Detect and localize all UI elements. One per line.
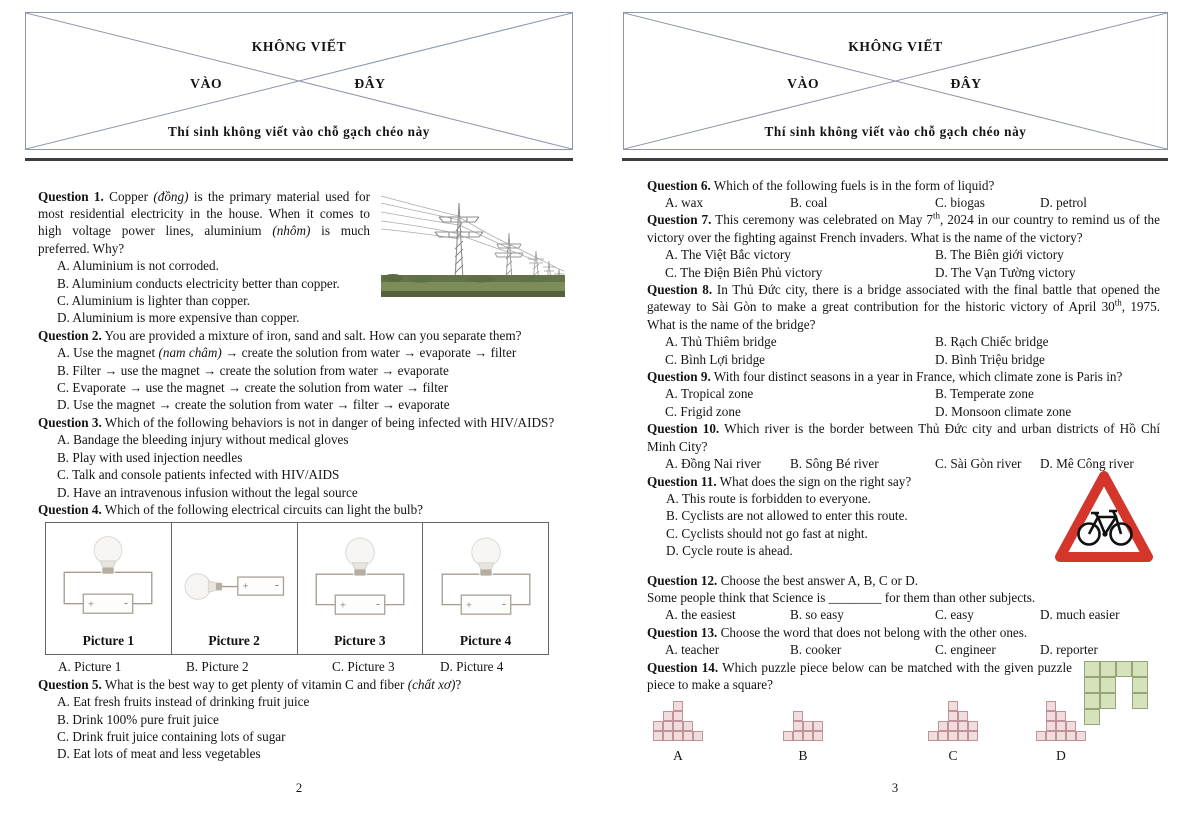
picture-3-label: Picture 3: [334, 632, 386, 648]
svg-text:+: +: [88, 599, 95, 610]
page-3: [622, 0, 1168, 830]
q2-option-d: D. Use the magnet → create the solution from water → filter → evaporate: [57, 397, 450, 413]
svg-text:-: -: [501, 598, 506, 610]
q9-option-d: D. Monsoon climate zone: [935, 403, 1072, 419]
puzzle-piece-b-image: [783, 711, 823, 741]
no-write-text-left: VÀO: [780, 76, 826, 92]
q11-option-c: C. Cyclists should not go fast at night.: [666, 525, 868, 541]
question-11: [647, 473, 1160, 572]
header-rule: [25, 158, 573, 161]
q11-option-d: D. Cycle route is ahead.: [666, 543, 793, 559]
puzzle-piece-d-label: D: [1056, 748, 1066, 764]
picture-1-label: Picture 1: [82, 632, 135, 648]
question-5-options: [38, 693, 573, 763]
q3-option-c: C. Talk and console patients infected with HIV/AIDS: [57, 467, 340, 483]
q8-option-a: A. Thủ Thiêm bridge: [665, 334, 777, 350]
q3-option-a: A. Bandage the bleeding injury without medical gloves: [57, 432, 349, 448]
question-3: [38, 414, 573, 501]
q5-option-a: A. Eat fresh fruits instead of drinking fruit juice: [57, 694, 310, 710]
question-11-text: Question 11. What does the sign on the right say?: [647, 473, 912, 489]
q6-option-d: D. petrol: [1040, 195, 1087, 210]
q11-option-a: A. This route is forbidden to everyone.: [666, 490, 871, 506]
q1-option-c: C. Aluminium is lighter than copper.: [57, 293, 251, 309]
question-6-text: Question 6. Which of the following fuels is in the form of liquid?: [647, 177, 995, 193]
svg-text:+: +: [242, 580, 249, 592]
svg-text:+: +: [465, 599, 472, 611]
q10-option-d: D. Mê Công river: [1040, 456, 1134, 472]
page-number-left: 2: [295, 781, 303, 795]
question-12-options: [647, 606, 1160, 623]
q11-option-b: B. Cyclists are not allowed to enter this route.: [666, 508, 908, 524]
puzzle-piece-a-label: A: [673, 748, 683, 764]
q5-option-c: C. Drink fruit juice containing lots of sugar: [57, 728, 286, 744]
q12-option-c: C. easy: [935, 607, 974, 623]
q9-option-c: C. Frigid zone: [665, 403, 741, 419]
q5-option-d: D. Eat lots of meat and less vegetables: [57, 746, 261, 762]
question-7: [647, 211, 1160, 281]
puzzle-piece-a-image: [653, 701, 703, 741]
circuit-picture-1: [46, 523, 172, 655]
q1-option-b: B. Aluminium conducts electricity better than copper.: [57, 275, 340, 291]
question-4: [38, 501, 573, 676]
puzzle-piece-c-image: [928, 701, 978, 741]
q4-option-a: A. Picture 1: [58, 659, 122, 675]
question-14: [647, 659, 1160, 765]
puzzle-piece-c: [928, 701, 978, 764]
question-3-text: Question 3. Which of the following behaviors is not in danger of being infected with HIV/AIDS?: [38, 414, 555, 430]
question-2-options: [38, 344, 573, 414]
no-write-box: [25, 12, 573, 150]
q12-option-b: B. so easy: [790, 607, 844, 623]
question-12-text: Question 12. Choose the best answer A, B, C or D.: [647, 572, 919, 588]
question-12: [647, 572, 1160, 624]
no-write-text-top: KHÔNG VIẾT: [245, 39, 354, 55]
no-write-text-bottom: Thí sinh không viết vào chỗ gạch chéo này: [757, 124, 1033, 140]
q2-option-c: C. Evaporate → use the magnet → create the solution from water → filter: [57, 380, 449, 396]
q10-option-b: B. Sông Bé river: [790, 456, 879, 472]
q2-option-b: B. Filter → use the magnet → create the solution from water → evaporate: [57, 362, 449, 378]
question-14-text: Question 14. Which puzzle piece below can be matched with the given puzzle piece to make a square?: [647, 659, 1072, 692]
q7-option-a: A. The Việt Bắc victory: [665, 247, 791, 263]
picture-4-label: Picture 4: [459, 632, 512, 648]
q13-option-a: A. teacher: [665, 642, 720, 658]
q7-option-b: B. The Biên giới victory: [935, 247, 1064, 263]
q13-option-c: C. engineer: [935, 642, 996, 658]
question-8-text: Question 8. In Thủ Đức city, there is a bridge associated with the final battle that opened the gateway to Sài Gòn to make a great contribution for the historic victory of April 30th, 1975. What is the name of the bridge?: [647, 282, 1161, 332]
question-10: [647, 420, 1160, 472]
page-2: [25, 0, 573, 830]
q3-option-b: B. Play with used injection needles: [57, 449, 243, 465]
question-2: [38, 327, 573, 414]
q6-option-b: B. coal: [790, 195, 828, 210]
q13-option-d: D. reporter: [1040, 642, 1098, 658]
puzzle-piece-d: [1036, 701, 1086, 764]
circuit-picture-3: [297, 523, 423, 655]
no-write-text-top: KHÔNG VIẾT: [841, 39, 950, 55]
q10-option-a: A. Đồng Nai river: [665, 456, 761, 472]
puzzle-piece-a: [653, 701, 703, 764]
q4-picture-table: [45, 522, 549, 655]
q10-option-c: C. Sài Gòn river: [935, 456, 1022, 472]
q1-option-a: A. Aluminium is not corroded.: [57, 258, 219, 274]
question-13-options: [647, 641, 1160, 658]
svg-text:+: +: [339, 599, 346, 611]
question-14-pieces: [647, 701, 1072, 764]
no-write-text-right: ĐÂY: [347, 76, 392, 92]
q7-option-c: C. The Điện Biên Phủ victory: [665, 264, 823, 280]
q9-option-b: B. Temperate zone: [935, 386, 1034, 402]
question-10-options: [647, 455, 1160, 472]
question-8: [647, 281, 1160, 368]
q7-option-d: D. The Vạn Tường victory: [935, 264, 1076, 280]
question-6-options: [647, 194, 1160, 211]
q2-option-a: A. Use the magnet (nam châm) → create the solution from water → evaporate → filter: [57, 345, 517, 361]
q4-option-d: D. Picture 4: [440, 659, 504, 675]
question-3-options: [38, 431, 573, 501]
question-1-text: Question 1. Copper (đồng) is the primary material used for most residential electricity in the house. When it comes to high voltage power lines, aluminium (nhôm) is much preferred. Why?: [38, 188, 371, 256]
question-9-options: [647, 385, 1160, 420]
question-6: [647, 177, 1160, 212]
no-write-text-bottom: Thí sinh không viết vào chỗ gạch chéo này: [161, 124, 437, 140]
q6-option-c: C. biogas: [935, 195, 985, 210]
question-13-text: Question 13. Choose the word that does not belong with the other ones.: [647, 624, 1028, 640]
svg-text:-: -: [376, 598, 380, 610]
q4-option-b: B. Picture 2: [186, 659, 249, 675]
puzzle-piece-b-label: B: [798, 748, 808, 764]
question-2-text: Question 2. You are provided a mixture of iron, sand and salt. How can you separate them?: [38, 327, 522, 343]
question-9-text: Question 9. With four distinct seasons in a year in France, which climate zone is Paris in?: [647, 369, 1123, 385]
puzzle-piece-b: [783, 711, 823, 764]
q13-option-b: B. cooker: [790, 642, 842, 658]
q6-option-a: A. wax: [665, 195, 704, 210]
q5-option-b: B. Drink 100% pure fruit juice: [57, 711, 219, 727]
power-lines-image: [381, 191, 565, 297]
svg-text:-: -: [124, 597, 129, 610]
question-1: [38, 188, 573, 327]
question-4-text: Question 4. Which of the following electrical circuits can light the bulb?: [38, 501, 424, 517]
question-4-options: [38, 658, 573, 675]
bicycle-warning-sign: [1052, 468, 1158, 568]
question-7-options: [647, 246, 1160, 281]
q12-option-a: A. the easiest: [665, 607, 736, 623]
no-write-text-left: VÀO: [183, 76, 229, 92]
header-rule: [622, 158, 1168, 161]
q9-option-a: A. Tropical zone: [665, 386, 754, 402]
given-puzzle-piece-image: [1084, 661, 1148, 725]
question-7-text: Question 7. This ceremony was celebrated on May 7th, 2024 in our country to remind us of the victory over the fighting against French invaders. What is the name of the victory?: [647, 211, 1160, 245]
question-13: [647, 624, 1160, 659]
question-5: [38, 676, 573, 763]
no-write-text-right: ĐÂY: [943, 76, 988, 92]
page-number-right: 3: [891, 781, 899, 795]
q4-option-c: C. Picture 3: [332, 659, 395, 675]
question-5-text: Question 5. What is the best way to get plenty of vitamin C and fiber (chất xơ)?: [38, 676, 462, 692]
q8-option-c: C. Bình Lợi bridge: [665, 351, 766, 367]
question-9: [647, 368, 1160, 420]
circuit-picture-2: [171, 523, 297, 655]
puzzle-piece-c-label: C: [948, 748, 958, 764]
question-12-sentence: Some people think that Science is ________ for them than other subjects.: [647, 589, 1036, 605]
q8-option-b: B. Rạch Chiếc bridge: [935, 334, 1049, 350]
no-write-box: [623, 12, 1168, 150]
svg-text:-: -: [275, 578, 279, 591]
puzzle-piece-d-image: [1036, 701, 1086, 741]
circuit-picture-4: [423, 523, 549, 655]
question-8-options: [647, 333, 1160, 368]
q12-option-d: D. much easier: [1040, 607, 1120, 623]
q8-option-d: D. Bình Triệu bridge: [935, 351, 1045, 367]
q3-option-d: D. Have an intravenous infusion without the legal source: [57, 484, 358, 500]
question-10-text: Question 10. Which river is the border between Thủ Đức city and urban districts of Hồ Chí Minh City?: [647, 421, 1161, 454]
picture-2-label: Picture 2: [208, 632, 260, 648]
q1-option-d: D. Aluminium is more expensive than copper.: [57, 310, 300, 326]
